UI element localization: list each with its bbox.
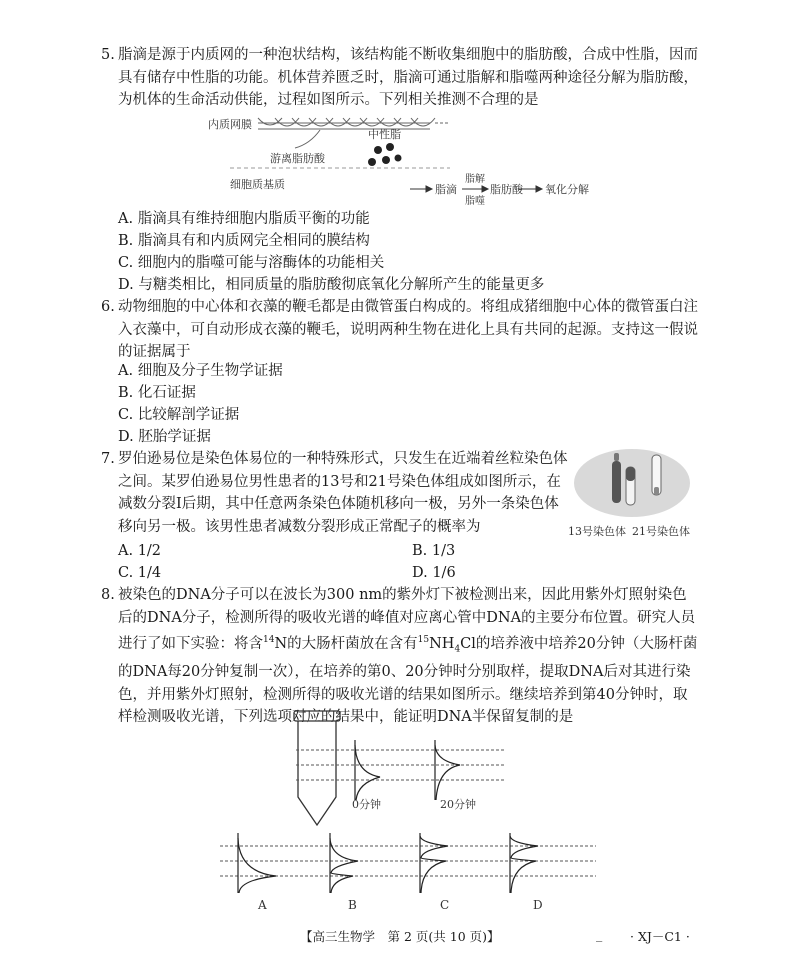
q7-figure [570, 445, 700, 545]
er-membrane-label: 内质网膜 [208, 118, 252, 131]
footer-page-info: 【高三生物学 第 2 页(共 10 页)】 [300, 929, 500, 944]
lipolysis-label: 脂解 [465, 174, 485, 185]
chromosome-13-label: 13号染色体 [568, 525, 626, 538]
q5-option-b: B. 脂滴具有和内质网完全相同的膜结构 [118, 233, 370, 249]
q6-option-b: B. 化石证据 [118, 385, 196, 401]
q7-option-d: D. 1/6 [412, 565, 456, 581]
q5-option-c: C. 细胞内的脂噬可能与溶酶体的功能相关 [118, 255, 385, 271]
q7-option-a: A. 1/2 [118, 543, 162, 559]
neutral-fat-label: 中性脂 [368, 128, 401, 141]
label-20-min: 20分钟 [440, 798, 476, 811]
q8-number: 8. [101, 587, 115, 603]
q5-option-d: D. 与糖类相比，相同质量的脂肪酸彻底氧化分解所产生的能量更多 [118, 277, 545, 293]
q8-options-figure [218, 828, 598, 913]
q6-stem: 动物细胞的中心体和衣藻的鞭毛都是由微管蛋白构成的。将组成猪细胞中心体的微管蛋白注入衣藻中，可自动形成衣藻的鞭毛，说明两种生物在进化上具有共同的起源。支持这一假说的证据属于 [118, 299, 698, 360]
option-a-label: A [258, 898, 267, 912]
q6-option-d: D. 胚胎学证据 [118, 429, 211, 445]
q6-number: 6. [101, 299, 115, 315]
q5-figure [200, 110, 600, 210]
option-b-label: B [348, 898, 357, 912]
footer-code: · XJ－C1 · [630, 929, 690, 944]
chromosome-diagram [570, 445, 700, 520]
q7-option-c: C. 1/4 [118, 565, 162, 581]
option-d-label: D [533, 898, 543, 912]
neutral-fat-dots [368, 143, 402, 166]
q8-stem: 被染色的DNA分子可以在波长为300 nm的紫外灯下被检测出来，因此用紫外灯照射染色后的DNA分子，检测所得的吸收光谱的峰值对应离心管中DNA的主要分布位置。研究人员进行了如下实验：将含$^{14}$N的大肠杆菌放在含有$^{15}NH_4Cl$的培养液中培养20分钟（大肠杆菌的DNA每20分钟复制一次），在培养的第0、20分钟时分别取样，提取DNA后对其进行染色，并用紫外灯照射，检测所得的吸收光谱的结果如图所示。继续培养到第40分钟时，取样检测吸收光谱，下列选项对应的结果中，能证明DNA半保留复制的是 [118, 587, 698, 726]
chromosome-21 [652, 455, 661, 495]
chromosome-21-label: 21号染色体 [632, 525, 690, 538]
q8-tube-figure [280, 705, 540, 830]
free-fatty-acid-label: 游离脂肪酸 [270, 152, 325, 165]
oxidation-label: 氧化分解 [545, 183, 589, 196]
lipid-drop-diagram [200, 110, 600, 210]
q7-stem: 罗伯逊易位是染色体易位的一种特殊形式，只发生在近端着丝粒染色体之间。某罗伯逊易位男性患者的13号和21号染色体组成如图所示，在减数分裂Ⅰ后期，其中任意两条染色体随机移向一极，另外一条染色体移向另一极。该男性患者减数分裂形成正常配子的概率为 [118, 451, 568, 535]
cytoplasm-matrix-label: 细胞质基质 [230, 178, 285, 191]
lipid-drop-label: 脂滴 [435, 183, 457, 196]
q7-number: 7. [101, 451, 115, 467]
option-spectra [218, 828, 598, 898]
q5-stem: 脂滴是源于内质网的一种泡状结构，该结构能不断收集细胞中的脂肪酸，合成中性脂，因而具有储存中性脂的功能。机体营养匮乏时，脂滴可通过脂解和脂噬两种途径分解为脂肪酸，为机体的生命活动供能，过程如图所示。下列相关推测不合理的是 [118, 47, 698, 108]
q5-option-a: A. 脂滴具有维持细胞内脂质平衡的功能 [118, 211, 370, 227]
q6-option-a: A. 细胞及分子生物学证据 [118, 363, 283, 379]
lipophagy-label: 脂噬 [465, 196, 485, 207]
fatty-acid-label: 脂肪酸 [490, 183, 523, 196]
centrifuge-tube-spectra [280, 705, 540, 830]
q6-option-c: C. 比较解剖学证据 [118, 407, 240, 423]
footer-dash: _ [596, 927, 603, 942]
option-c-label: C [440, 898, 450, 912]
q7-option-b: B. 1/3 [412, 543, 456, 559]
label-0-min: 0分钟 [352, 798, 381, 811]
q5-number: 5. [101, 47, 115, 63]
